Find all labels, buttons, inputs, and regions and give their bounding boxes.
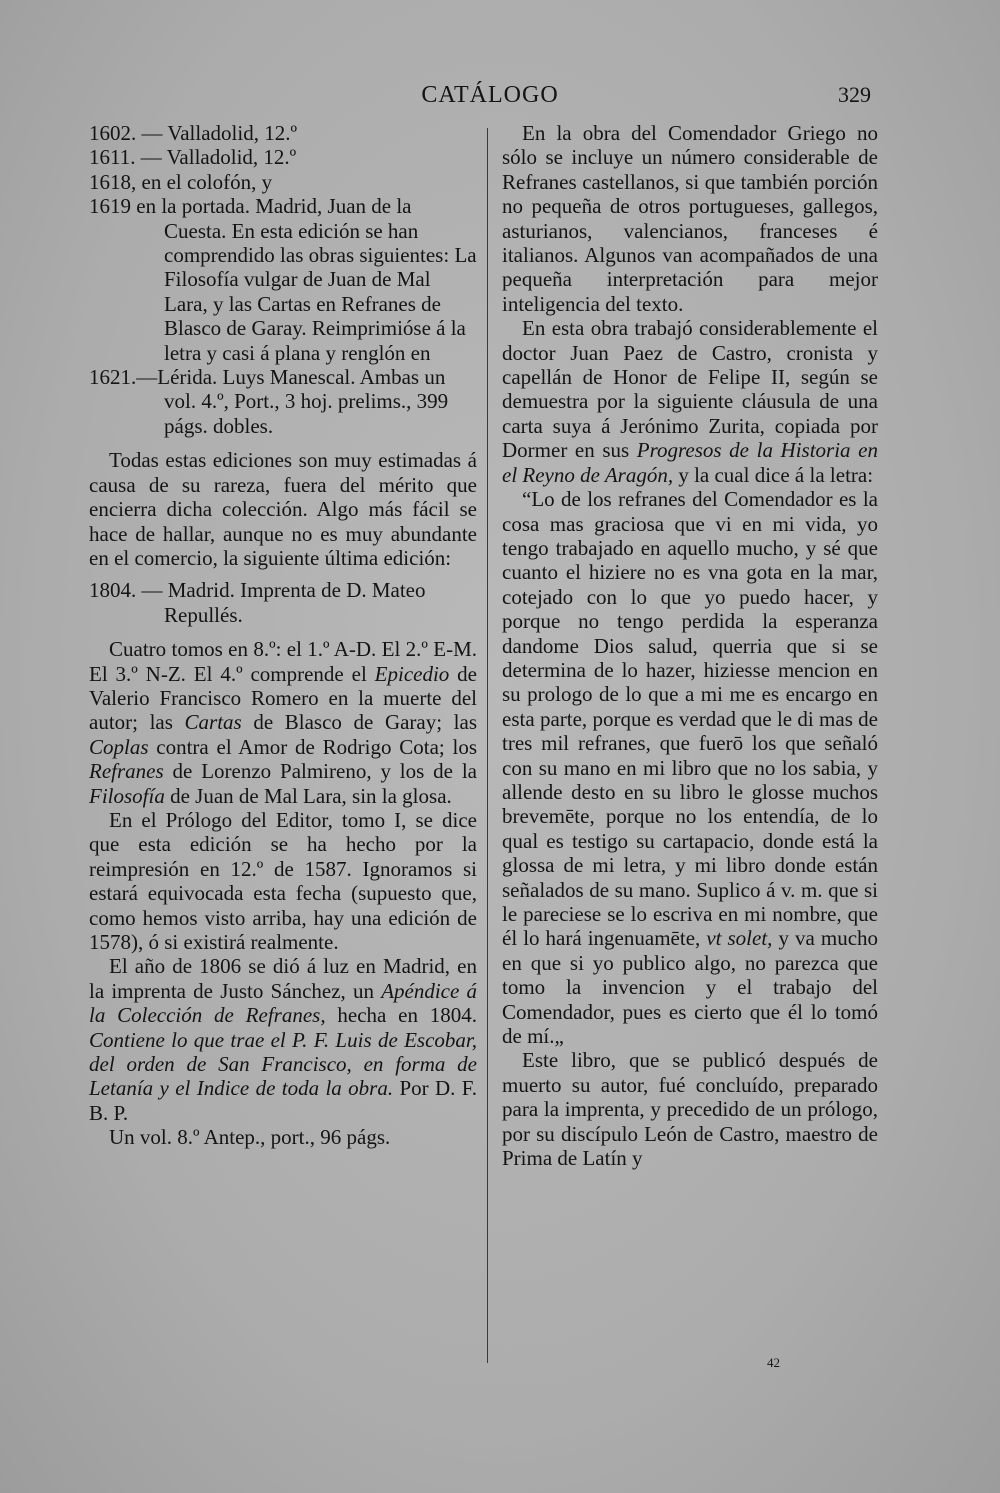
edition-entry-1804: 1804. — Madrid. Imprenta de D. Mateo Repullés. [89,578,426,627]
signature-mark: 42 [767,1355,780,1370]
paragraph-editions-esteem: Todas estas ediciones son muy estimadas á causa de su rareza, fuera del mérito que encierra dicha colección. Algo más fácil se hace de hallar, aunque no es muy abundante en el comercio, la siguiente última edición: [89,448,477,570]
paragraph-posthumous-book: Este libro, que se publicó después de muerto su autor, fué concluído, preparado para la imprenta, y precedido de un prólogo, por su discípulo León de Castro, maestro de Prima de Latín y [502,1048,878,1171]
column-divider [487,128,488,1363]
paragraph-appendix-1806: El año de 1806 se dió á luz en Madrid, en la imprenta de Justo Sánchez, un Apéndice á la Colección de Refranes, hecha en 1804. Contiene lo que trae el P. F. Luis de Escobar, del orden de San Francisco, en forma de Letanía y el Indice de toda la obra. Por D. F. B. P. [89,954,478,1125]
left-column [89,121,477,1150]
edition-entry-1602: 1602. — Valladolid, 12.º [89,121,297,145]
edition-entry-1619: 1619 en la portada. Madrid, Juan de la Cuesta. En esta edición se han comprendido las obras siguientes: La Filosofía vulgar de Juan de Mal Lara, y las Cartas en Refranes de Blasco de Garay. Reimprimióse á la letra y casi á plana y renglón en [89,194,477,365]
paragraph-paez-de-castro: En esta obra trabajó considerablemente el doctor Juan Paez de Castro, cronista y capellán de Honor de Felipe II, según se demuestra por la siguiente cláusula de una carta suya á Jerónimo Zurita, copiada por Dormer en sus Progresos de la Historia en el Reyno de Aragón, y la cual dice á la letra: [502,316,878,487]
paragraph-comendador-work: En la obra del Comendador Griego no sólo se incluye un número considerable de Refranes castellanos, si que también porción no pequeña de otros portugueses, gallegos, asturianos, valencianos, franceses é italianos. Algunos van acompañados de una pequeña interpretación para mejor inteligencia del texto. [502,121,878,316]
paragraph-letter-quote: “Lo de los refranes del Comendador es la cosa mas graciosa que vi en mi vida, yo tengo trabajado en aquello mucho, y sé que cuanto el hiziere no es vna gota en la mar, cotejado con lo que yo puedo hacer, y porque no tengo perdida la esperanza dandome Dios salud, querria que si se determina de lo hazer, hiziesse mencion en su prologo de lo que a mi me es encargo en esta parte, porque es verdad que le di mas de tres mil refranes, que fuerō los que señaló con su mano en mi libro que no los sabia, y allende desto en su libro le glosse muchos brevemēte, porque no los entendía, de lo qual es testigo su cartapacio, donde está la glossa de mi letra, y mi libro donde están señalados de su mano. Suplico á v. m. que si le pareciese se lo escriva en mi nombre, que él lo hará ingenuamēte, vt solet, y va mucho en que si yo publico algo, no parezca que tomo la invencion y el trabajo del Comendador, pues es cierto que él lo tomó de mí.„ [502,487,879,1049]
edition-entry-1618: 1618, en el colofón, y [89,169,273,194]
edition-entry-1621: 1621.—Lérida. Luys Manescal. Ambas un vol. 4.º, Port., 3 hoj. prelims., 399 págs. dobles. [89,365,449,438]
paragraph-prologue: En el Prólogo del Editor, tomo I, se dice que esta edición se ha hecho por la reimpresión en 12.º de 1587. Ignoramos si estará equivocada esta fecha (supuesto que, como hemos visto arriba, hay una edición de 1578), ó si existirá realmente. [89,807,477,954]
edition-entry-1611: 1611. — Valladolid, 12.º [89,145,297,170]
right-column [502,121,878,1170]
paragraph-four-volumes: Cuatro tomos en 8.º: el 1.º A-D. El 2.º E-M. El 3.º N-Z. El 4.º comprende el Epicedio de Valerio Francisco Romero en la muerte del autor; las Cartas de Blasco de Garay; las Coplas contra el Amor de Rodrigo Cota; los Refranes de Lorenzo Palmireno, y los de la Filosofía de Juan de Mal Lara, sin la glosa. [89,637,478,808]
paragraph-volume-details: Un vol. 8.º Antep., port., 96 págs. [109,1125,391,1150]
running-header-title: CATÁLOGO [421,82,559,108]
page-number: 329 [838,82,871,107]
spacer [89,570,477,578]
